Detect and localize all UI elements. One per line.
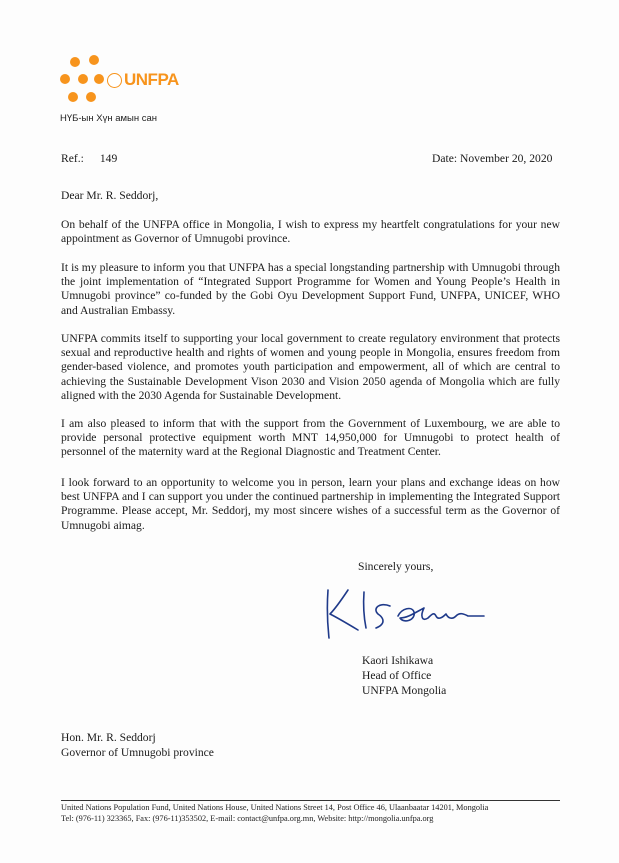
ref-number: 149 [99,152,118,165]
unfpa-logo [60,50,179,108]
paragraph: I look forward to an opportunity to welcome you in person, learn your plans and exchange ideas on how best UNFPA and I can support you under the continued partnership in implementing the Integrated Support Programme. Please accept, Mr. Seddorj, my most sincere wishes of a successful term as the Governor of Umnugobi aimag. [61,476,560,532]
signer-name: Kaori Ishikawa [362,654,434,667]
recipient-block [61,730,214,760]
signer-title: Head of Office [362,669,432,682]
recipient-name: Hon. Mr. R. Seddorj [61,731,156,744]
footer-divider [61,800,560,801]
paragraph: It is my pleasure to inform you that UNFPA has a special longstanding partnership with Umnugobi through the joint implementation of “Integrated Support Programme for Women and Young People’s Health in Umnugobi province” co-funded by the Gobi Oyu Development Support Fund, UNFPA, UNICEF, WHO and Australian Embassy. [61,261,560,317]
paragraph: UNFPA commits itself to supporting your local government to create regulatory environment that protects sexual and reproductive health and rights of women and young people in Mongolia, ensures freedom from gender-based violence, and promotes youth participation and empowerment, all of which are central to achieving the Sustainable Development Vison 2030 and Vision 2050 agenda of Mongolia which are fully aligned with the 2030 Agenda for Sustainable Development. [61,332,560,402]
signature-block [362,653,446,698]
logo-dot [70,57,80,67]
logo-tagline: НҮБ-ын Хүн амын сан [60,113,158,124]
paragraph: On behalf of the UNFPA office in Mongolia, I wish to express my heartfelt congratulations for your new appointment as Governor of Umnugobi province. [61,218,560,246]
footer-contact: Tel: (976-11) 323365, Fax: (976-11)353502, E-mail: contact@unfpa.org.mn, Website: http://mongolia.unfpa.org [61,814,434,823]
logo-dot [68,92,78,102]
footer-address: United Nations Population Fund, United Nations House, United Nations Street 14, Post Office 46, Ulaanbaatar 14201, Mongolia [61,803,489,812]
letter-date: Date: November 20, 2020 [432,152,553,165]
ref-label: Ref.: [61,152,84,165]
paragraph: I am also pleased to inform that with the support from the Government of Luxembourg, we are able to provide personal protective equipment worth MNT 14,950,000 for Umnugobi to protect health of personnel of the maternity ward at the Regional Diagnostic and Treatment Center. [61,417,560,459]
logo-dot [89,55,99,65]
logo-dot [86,92,96,102]
logo-dot [94,74,104,84]
logo-brand: UNFPA [124,70,179,89]
reference [61,152,117,166]
closing: Sincerely yours, [358,560,434,573]
footer [61,802,560,824]
un-globe-icon [107,73,122,88]
logo-dot [60,74,70,84]
logo-dot [78,74,88,84]
handwritten-signature [318,582,488,646]
salutation: Dear Mr. R. Seddorj, [61,189,159,202]
signer-org: UNFPA Mongolia [362,684,447,697]
recipient-title: Governor of Umnugobi province [61,746,214,759]
